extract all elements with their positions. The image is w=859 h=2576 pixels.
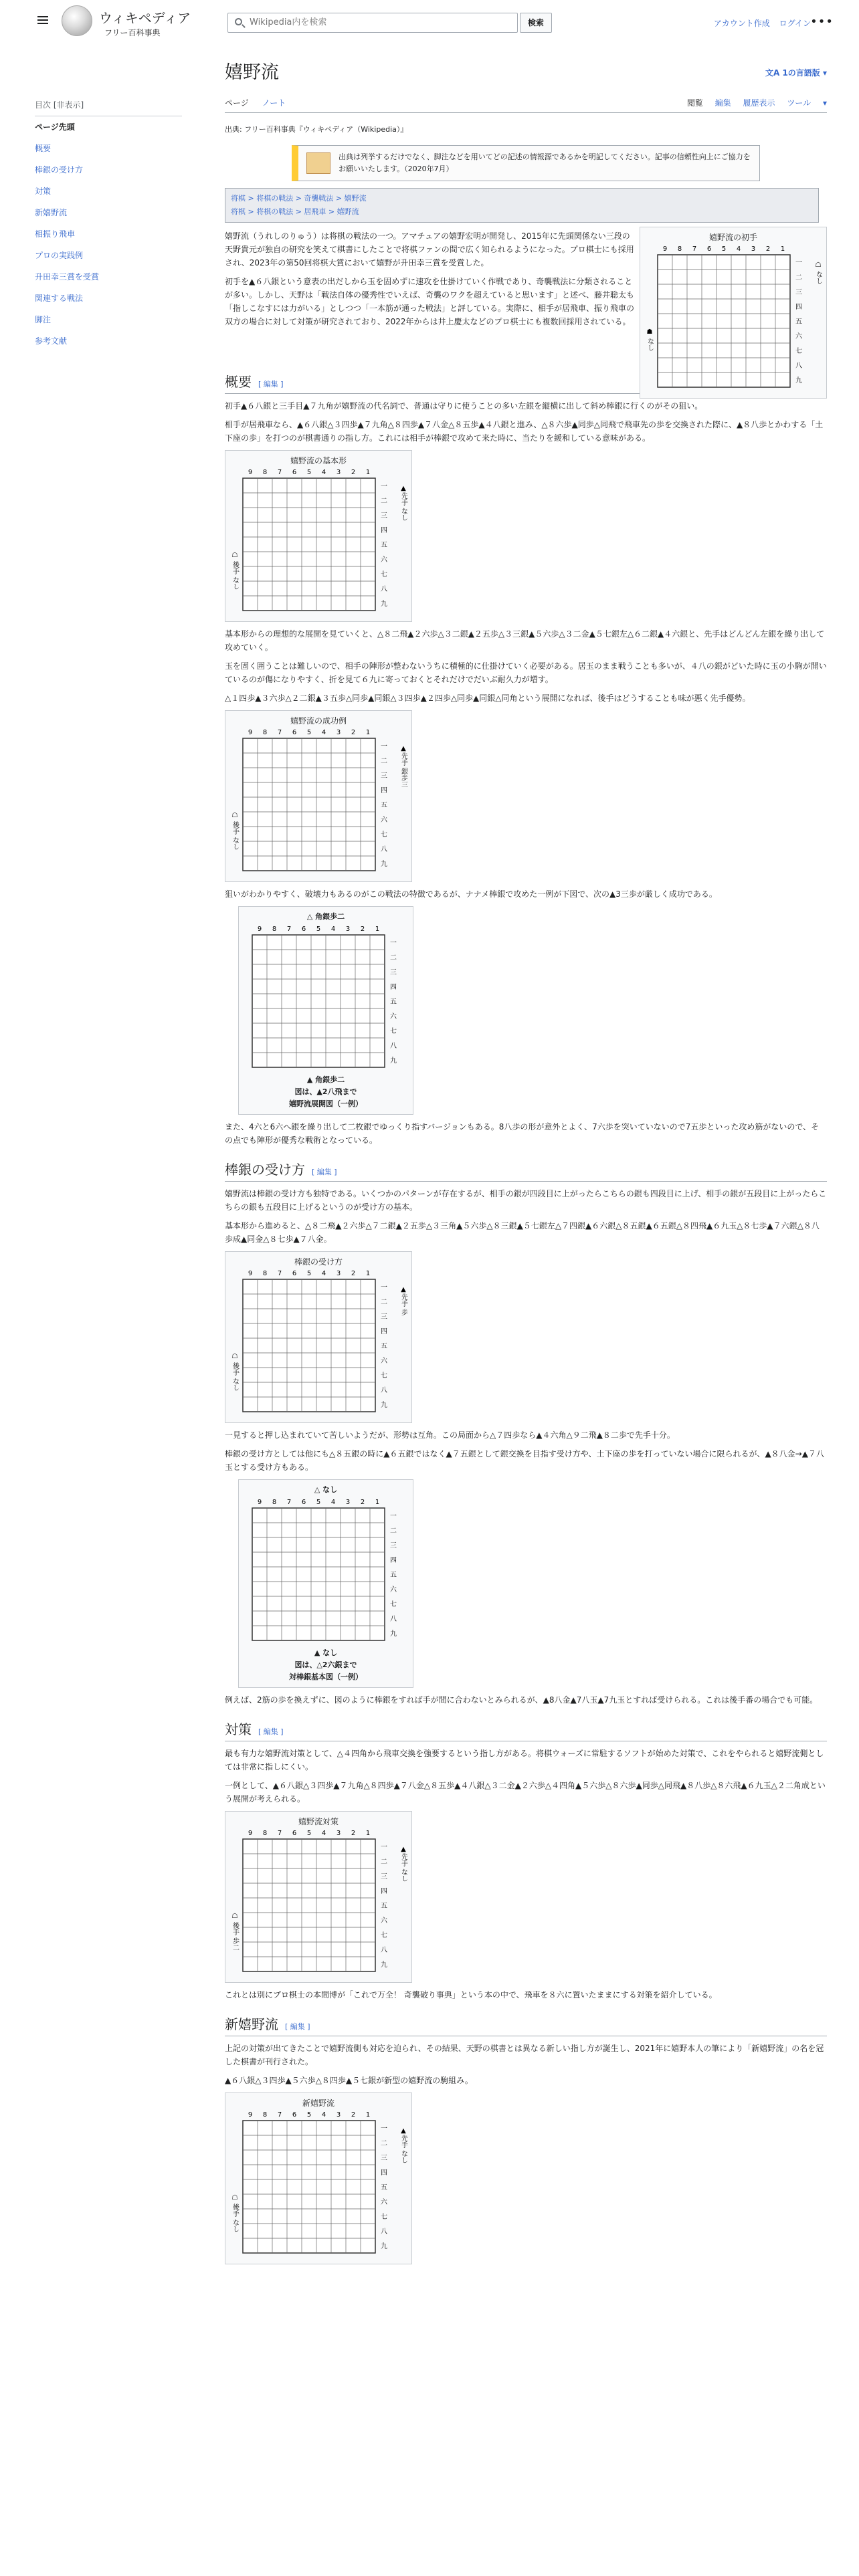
login-link[interactable]: ログイン: [779, 19, 811, 28]
board-frame: [243, 1839, 375, 1971]
toc-item[interactable]: ページ先頭: [35, 122, 75, 132]
row-number: 五: [381, 2184, 387, 2191]
column-number: 9: [248, 1830, 253, 1837]
toc-item[interactable]: 概要: [35, 144, 52, 153]
board-frame: [658, 255, 790, 387]
column-number: 4: [736, 245, 741, 253]
edit-link[interactable]: [ 編集 ]: [258, 380, 284, 389]
toc-title[interactable]: 目次 [非表示]: [35, 99, 182, 116]
table-of-contents: [35, 99, 182, 352]
tab-page[interactable]: ページ: [225, 98, 249, 108]
overview-paragraph-4: 玉を固く囲うことは難しいので、相手の陣形が整わないうちに積極的に仕掛けていく必要がある。居玉のまま戦うことも多いが、４八の銀がどいた時に玉の小駒が開いているのが傷になりやすく、折を見て６九に寄っておくとそれだけでだいぶ耐久力が増す。: [225, 661, 827, 684]
create-account-link[interactable]: アカウント作成: [713, 19, 770, 28]
row-number: 八: [381, 2228, 387, 2236]
overview-paragraph-5: △１四歩▲３六歩△２二銀▲３五歩△同歩▲同銀△３四歩▲２四歩△同歩▲同銀△同角という展開になれば、後手はどうすることも味が悪く先手優勢。: [225, 693, 751, 703]
column-number: 2: [351, 469, 356, 476]
breadcrumb: [225, 188, 819, 223]
row-number: 一: [381, 1284, 387, 1291]
row-number: 七: [390, 1601, 397, 1608]
column-number: 8: [262, 469, 268, 476]
row-number: 八: [381, 846, 387, 853]
row-number: 三: [795, 289, 802, 296]
column-number: 5: [306, 1830, 312, 1837]
sources-notice: [292, 145, 760, 181]
row-number: 二: [390, 954, 397, 962]
column-number: 1: [375, 926, 380, 933]
page-source: 出典: フリー百科事典『ウィキペディア（Wikipedia）』: [225, 125, 408, 134]
hand-pieces-gote: ☖ 後手 なし: [231, 552, 239, 591]
overview-paragraph-2: 相手が居飛車なら、▲６八銀△３四歩▲７九角△８四歩▲７八金△８五歩▲４八銀と進み、△８六歩▲同歩△同飛で飛車先の歩を交換された際に、▲８八歩とかわする「土下座の歩」を打つのが棋書通りの指し方。これには相手が棒銀で攻めて来た時に、当たりを緩和している意味がある。: [225, 420, 824, 443]
hand-pieces-gote: ☖ 後手 歩二: [231, 1913, 239, 1951]
toc-item[interactable]: 新嬉野流: [35, 208, 68, 217]
column-number: 9: [662, 245, 668, 253]
column-number: 3: [751, 245, 756, 253]
row-number: 三: [381, 1873, 387, 1881]
toc-item[interactable]: 対策: [35, 187, 52, 196]
column-number: 4: [321, 1270, 326, 1277]
row-number: 六: [390, 1013, 397, 1021]
hand-pieces-sente: ▲先手 銀歩三: [399, 745, 407, 788]
board-title: 新嬉野流: [302, 2099, 335, 2108]
row-number: 六: [381, 2199, 387, 2206]
hand-pieces-sente: ▲先手 なし: [399, 485, 407, 522]
column-number: 4: [321, 1830, 326, 1837]
board-title: 嬉野流の成功例: [290, 716, 347, 726]
bougin-paragraph-3: 一見すると押し込まれていて苦しいようだが、形勢は互角。この局面から△７四歩なら▲４六角△９二飛▲８二歩で先手十分。: [225, 1430, 675, 1440]
language-label: 1の言語版: [782, 68, 820, 78]
notice-text: 出典は列挙するだけでなく、脚注などを用いてどの記述の情報源であるかを明記してください。記事の信頼性向上にご協力をお願いいたします。（2020年7月）: [339, 152, 751, 173]
tab-read[interactable]: 閲覧: [686, 98, 703, 108]
column-number: 6: [292, 1270, 297, 1277]
wikipedia-logo[interactable]: [62, 5, 92, 36]
column-number: 8: [262, 1270, 268, 1277]
book-icon: [306, 152, 330, 174]
board-uke: [225, 1251, 412, 1423]
row-number: 一: [381, 743, 387, 750]
column-number: 9: [257, 926, 262, 933]
heading-bougin: 棒銀の受け方 [ 編集 ]: [225, 1159, 827, 1182]
row-number: 九: [795, 377, 802, 385]
row-number: 九: [381, 2243, 387, 2250]
column-number: 6: [706, 245, 712, 253]
row-number: 一: [795, 259, 802, 267]
column-number: 6: [292, 469, 297, 476]
column-number: 9: [248, 2111, 253, 2119]
logo-wordmark[interactable]: [99, 7, 191, 38]
row-number: 八: [390, 1616, 397, 1623]
row-number: 一: [390, 1513, 397, 1520]
board-frame: [243, 2121, 375, 2253]
toc-item[interactable]: 脚注: [35, 315, 52, 324]
column-number: 8: [677, 245, 682, 253]
row-number: 七: [390, 1028, 397, 1035]
bougin-paragraph-1: 嬉野流は棒銀の受け方も独特である。いくつかのパターンが存在するが、相手の銀が四段目に上がったらこちらの銀も四段目に上げ、相手の銀が五段目に上がったらこちらの銀も五段目に上げるというのが受け方の基本。: [225, 1189, 827, 1212]
column-number: 5: [306, 1270, 312, 1277]
column-number: 3: [336, 1270, 341, 1277]
diagram-caption: ▲ 角銀歩二: [306, 1075, 345, 1084]
column-number: 3: [336, 729, 341, 736]
heading-shin: 新嬉野流 [ 編集 ]: [225, 2014, 827, 2036]
language-button[interactable]: 文A 1の言語版 ▾: [765, 68, 827, 78]
edit-link[interactable]: [ 編集 ]: [312, 1168, 337, 1176]
column-number: 9: [248, 729, 253, 736]
column-number: 6: [301, 1499, 306, 1506]
hand-pieces-sente: ▲先手 なし: [399, 2127, 407, 2164]
column-number: 1: [780, 245, 785, 253]
shogi-board: [229, 1827, 407, 1978]
account-links: [707, 17, 811, 29]
row-number: 一: [381, 483, 387, 490]
row-number: 五: [390, 1572, 397, 1579]
toc-list: [35, 116, 182, 352]
row-number: 五: [381, 802, 387, 809]
toc-item[interactable]: プロの実践例: [35, 251, 84, 260]
column-number: 9: [257, 1499, 262, 1506]
bougin-paragraph-2: 基本形から進めると、△８二飛▲２六歩△７二銀▲２五歩△３三角▲５六歩△８三銀▲５七銀左△７四銀▲６六銀△８五銀▲６五銀△８四飛▲６九玉△８七歩▲７六銀△８八歩成▲同金△８七歩▲７八金。: [225, 1221, 820, 1244]
hand-pieces-sente: ☖ なし: [814, 261, 822, 285]
column-number: 7: [277, 1270, 282, 1277]
column-number: 2: [351, 2111, 356, 2119]
column-number: 7: [277, 469, 282, 476]
more-options-icon[interactable]: •••: [810, 15, 834, 29]
row-number: 九: [381, 1961, 387, 1969]
row-number: 九: [390, 1630, 397, 1638]
row-number: 五: [381, 1903, 387, 1910]
column-number: 1: [365, 1830, 371, 1837]
board-taisaku: [225, 1811, 412, 1983]
diagram-caption: ▲ なし: [314, 1648, 338, 1657]
intro-paragraph-2: 初手を▲６八銀という意表の出だしから玉を固めずに速攻を仕掛けていく作戦であり、奇襲戦法に分類されることが多い。しかし、天野は「戦法自体の優秀性でいえば、奇襲のワクを超えていると思います」と述べ、藤井聡太も「指しこなすには力がいる」としつつ「一本筋が通った戦法」と評している。実際に、相手が居飛車、振り飛車の双方の場合に対して対策が研究されており、2022年からは井上慶太などのプロ棋士にも複数回採用されている。: [225, 277, 635, 326]
column-number: 9: [248, 1270, 253, 1277]
board-title: 嬉野流対策: [298, 1817, 339, 1826]
column-number: 1: [365, 1270, 371, 1277]
tab-talk[interactable]: ノート: [262, 98, 286, 108]
row-number: 五: [381, 1343, 387, 1350]
row-number: 四: [381, 1888, 387, 1895]
toc-item[interactable]: 升田幸三賞を受賞: [35, 272, 100, 282]
row-number: 八: [390, 1043, 397, 1050]
column-number: 8: [272, 1499, 277, 1506]
row-number: 三: [390, 969, 397, 976]
row-number: 三: [381, 2155, 387, 2162]
row-number: 二: [381, 1858, 387, 1866]
breadcrumb-line-2[interactable]: 将棋 > 将棋の戦法 > 居飛車 > 嬉野流: [231, 207, 359, 216]
board-frame: [243, 738, 375, 871]
taisaku-paragraph-1: 最も有力な嬉野流対策として、△４四角から飛車交換を強要するという指し方がある。将棋ウォーズに常駐するソフトが始めた対策で、これをやられると嬉野流側としては非常に指しにくい。: [225, 1749, 824, 1772]
row-number: 一: [390, 940, 397, 947]
column-number: 9: [248, 469, 253, 476]
column-number: 4: [330, 926, 336, 933]
row-number: 八: [381, 1947, 387, 1954]
column-number: 8: [262, 729, 268, 736]
overview-paragraph-3: 基本形からの理想的な展開を見ていくと、△８二飛▲２六歩△３二銀▲２五歩△３三銀▲５六歩△３二金▲５七銀左△６二銀▲４六銀と、先手はどんどん左銀を繰り出して攻めていく。: [225, 629, 825, 652]
board-success: [225, 710, 412, 882]
column-number: 4: [330, 1499, 336, 1506]
logo-title: ウィキペディア: [99, 10, 191, 26]
edit-link[interactable]: [ 編集 ]: [285, 2022, 310, 2031]
diagram-1: [238, 906, 413, 1115]
column-number: 1: [365, 469, 371, 476]
column-number: 8: [262, 2111, 268, 2119]
column-number: 3: [345, 926, 351, 933]
diagram-caption: 嬉野流展開図（一例）: [289, 1099, 363, 1108]
column-number: 5: [721, 245, 727, 253]
edit-link[interactable]: [ 編集 ]: [258, 1727, 284, 1736]
row-number: 九: [381, 861, 387, 868]
main-content: [225, 62, 827, 2264]
search-box: [227, 13, 518, 33]
board-title: 嬉野流の基本形: [290, 456, 347, 465]
row-number: 一: [381, 2125, 387, 2133]
column-number: 7: [286, 926, 292, 933]
hand-pieces-gote: ☖ 後手 なし: [231, 812, 239, 851]
overview-paragraph-6: 狙いがわかりやすく、破壊力もあるのがこの戦法の特徴であるが、ナナメ棒銀で攻めた一例が下図で、次の▲3三歩が厳しく成功である。: [225, 889, 717, 899]
toc-item[interactable]: 相振り飛車: [35, 229, 76, 239]
shogi-board: [229, 2109, 407, 2260]
overview-paragraph-1: 初手▲６八銀と三手目▲７九角が嬉野流の代名詞で、普通は守りに使うことの多い左銀を縦横に出して斜め棒銀に行くのがその狙い。: [225, 401, 703, 411]
column-number: 2: [765, 245, 771, 253]
column-number: 6: [292, 2111, 297, 2119]
row-number: 四: [381, 527, 387, 534]
row-number: 七: [381, 1932, 387, 1939]
row-number: 六: [795, 333, 802, 340]
board-shin: [225, 2092, 412, 2264]
board-frame: [252, 1508, 385, 1640]
row-number: 七: [381, 571, 387, 578]
row-number: 四: [381, 787, 387, 794]
column-number: 5: [306, 469, 312, 476]
page-title: 嬉野流: [225, 62, 279, 83]
column-number: 8: [262, 1830, 268, 1837]
hand-pieces-sente: ▲先手 歩: [399, 1286, 407, 1316]
row-number: 二: [381, 1299, 387, 1306]
column-number: 1: [365, 2111, 371, 2119]
taisaku-paragraph-2: 一例として、▲６八銀△３四歩▲７九角△８四歩▲７八金△８五歩▲４八銀△３二金▲２六歩△４四角▲５六歩△８六歩▲同歩△同飛▲８八歩△８六飛▲６九玉△２二角成という展開が考えられる。: [225, 1781, 826, 1804]
row-number: 六: [390, 1586, 397, 1594]
column-number: 5: [316, 926, 321, 933]
row-number: 四: [390, 984, 397, 991]
row-number: 九: [390, 1057, 397, 1065]
search-input[interactable]: [248, 17, 505, 28]
row-number: 六: [381, 1917, 387, 1925]
row-number: 三: [381, 1313, 387, 1321]
row-number: 二: [381, 498, 387, 505]
row-number: 三: [381, 512, 387, 520]
column-number: 2: [360, 1499, 365, 1506]
row-number: 一: [381, 1844, 387, 1851]
column-number: 2: [351, 1830, 356, 1837]
row-number: 三: [381, 772, 387, 780]
column-number: 6: [292, 1830, 297, 1837]
shogi-board: [229, 466, 407, 617]
search-icon: [235, 18, 242, 25]
column-number: 6: [292, 729, 297, 736]
toc-item[interactable]: 関連する戦法: [35, 294, 84, 303]
row-number: 九: [381, 601, 387, 608]
row-number: 七: [381, 1372, 387, 1380]
shin-paragraph-1: 上記の対策が出てきたことで嬉野流側も対応を迫られ、その結果、天野の棋書とは異なる新しい指し方が誕生し、2021年に嬉野本人の筆により「新嬉野流」の名を冠した棋書が刊行された。: [225, 2044, 824, 2066]
page-tabs: ページ ノート 閲覧 編集 履歴表示 ツール ▾: [225, 91, 827, 113]
row-number: 四: [381, 2169, 387, 2177]
diagram-top-hand: △ なし: [314, 1485, 338, 1494]
breadcrumb-line-1[interactable]: 将棋 > 将棋の戦法 > 奇襲戦法 > 嬉野流: [231, 194, 367, 203]
column-number: 2: [351, 1270, 356, 1277]
tab-edit[interactable]: 編集: [714, 98, 731, 108]
column-number: 7: [692, 245, 697, 253]
taisaku-paragraph-3: これとは別にプロ棋士の本間博が「これで万全！ 奇襲破り事典」という本の中で、飛車を８六に置いたままにする対策を紹介している。: [225, 1990, 717, 2000]
row-number: 七: [381, 831, 387, 839]
column-number: 5: [306, 2111, 312, 2119]
row-number: 二: [795, 274, 802, 282]
diagram-caption: 図は、△2六銀まで: [294, 1660, 357, 1669]
logo-subtitle: フリー百科事典: [104, 28, 161, 37]
menu-icon[interactable]: [37, 16, 48, 24]
row-number: 五: [381, 542, 387, 549]
board-frame: [243, 1279, 375, 1412]
shogi-board: [644, 243, 822, 394]
board-frame: [252, 935, 385, 1067]
row-number: 二: [381, 758, 387, 765]
shogi-board: [229, 726, 407, 877]
column-number: 7: [277, 1830, 282, 1837]
row-number: 六: [381, 556, 387, 564]
column-number: 4: [321, 469, 326, 476]
row-number: 七: [795, 348, 802, 355]
row-number: 二: [381, 2140, 387, 2147]
row-number: 四: [390, 1557, 397, 1564]
tab-history[interactable]: 履歴表示: [743, 98, 775, 108]
bougin-paragraph-4: 棒銀の受け方としては他にも△８五銀の時に▲６五銀ではなく▲７五銀として銀交換を目指す受け方や、土下座の歩を打っていない場合に限られるが、▲８八金→▲７八玉とする受け方もある。: [225, 1449, 824, 1472]
diagram-2: [238, 1479, 413, 1688]
column-number: 4: [321, 729, 326, 736]
search-button[interactable]: 検索: [520, 13, 552, 33]
row-number: 八: [381, 586, 387, 593]
row-number: 六: [381, 1358, 387, 1365]
row-number: 四: [381, 1328, 387, 1335]
hand-pieces-gote: ☗ なし: [646, 328, 654, 352]
hand-pieces-sente: ▲先手 なし: [399, 1846, 407, 1883]
diagram-caption: 対棒銀基本図（一例）: [289, 1673, 363, 1681]
row-number: 七: [381, 2214, 387, 2221]
board-initial: [640, 227, 827, 399]
toc-item[interactable]: 棒銀の受け方: [35, 165, 84, 175]
row-number: 四: [795, 304, 802, 311]
board-title: 棒銀の受け方: [294, 1257, 343, 1267]
row-number: 九: [381, 1402, 387, 1409]
shogi-board: [243, 1496, 410, 1647]
intro-paragraph-1: 嬉野流（うれしのりゅう）は将棋の戦法の一つ。アマチュアの嬉野宏明が開発し、2015年に先頭関係ない三段の天野貴元が独自の研究を笑えて棋書にしたことで将棋ファンの間で広く知られるようになった。プロ棋士にも採用され、2023年の第50回将棋大賞において嬉野が升田幸三賞を受賞した。: [225, 231, 634, 267]
row-number: 五: [795, 318, 802, 326]
toc-item[interactable]: 参考文献: [35, 336, 68, 346]
column-number: 1: [365, 729, 371, 736]
board-frame: [243, 478, 375, 611]
bougin-paragraph-5: 例えば、2筋の歩を換えずに、図のように棒銀をすれば手が間に合わないとみられるが、▲8八金▲7八玉▲7九玉とすれば受けられる。これは後手番の場合でも可能。: [225, 1695, 818, 1705]
column-number: 7: [277, 2111, 282, 2119]
shin-paragraph-2: ▲６八銀△３四歩▲５六歩△８四歩▲５七銀が新型の嬉野流の駒組み。: [225, 2076, 473, 2085]
row-number: 八: [795, 362, 802, 370]
row-number: 三: [390, 1542, 397, 1549]
column-number: 3: [345, 1499, 351, 1506]
hand-pieces-gote: ☖ 後手 なし: [231, 1353, 239, 1392]
column-number: 2: [360, 926, 365, 933]
column-number: 6: [301, 926, 306, 933]
column-number: 1: [375, 1499, 380, 1506]
column-number: 5: [306, 729, 312, 736]
diagram-top-hand: △ 角銀歩二: [306, 912, 345, 921]
board-basic: [225, 450, 412, 622]
shogi-board: [243, 923, 410, 1074]
column-number: 5: [316, 1499, 321, 1506]
column-number: 3: [336, 1830, 341, 1837]
site-header: [0, 0, 859, 40]
heading-overview: 概要 [ 編集 ]: [225, 371, 827, 394]
column-number: 4: [321, 2111, 326, 2119]
board-title: 嬉野流の初手: [708, 233, 757, 242]
column-number: 7: [286, 1499, 292, 1506]
row-number: 五: [390, 998, 397, 1006]
hand-pieces-gote: ☖ 後手 なし: [231, 2194, 239, 2233]
shogi-board: [229, 1267, 407, 1418]
column-number: 3: [336, 469, 341, 476]
row-number: 八: [381, 1387, 387, 1394]
column-number: 2: [351, 729, 356, 736]
tab-tools[interactable]: ツール: [787, 98, 812, 108]
heading-taisaku: 対策 [ 編集 ]: [225, 1719, 827, 1741]
row-number: 二: [390, 1527, 397, 1535]
column-number: 8: [272, 926, 277, 933]
row-number: 六: [381, 817, 387, 824]
diagram-caption: 図は、▲2八飛まで: [294, 1087, 357, 1096]
column-number: 7: [277, 729, 282, 736]
overview-paragraph-7: また、4六と6六へ銀を繰り出して二枚銀でゆっくり指すバージョンもある。8八歩の形が意外とよく、7六歩を突いていないので7五歩といった攻め筋がないので、その点でも陣形が優秀な戦術となっている。: [225, 1122, 820, 1145]
column-number: 3: [336, 2111, 341, 2119]
